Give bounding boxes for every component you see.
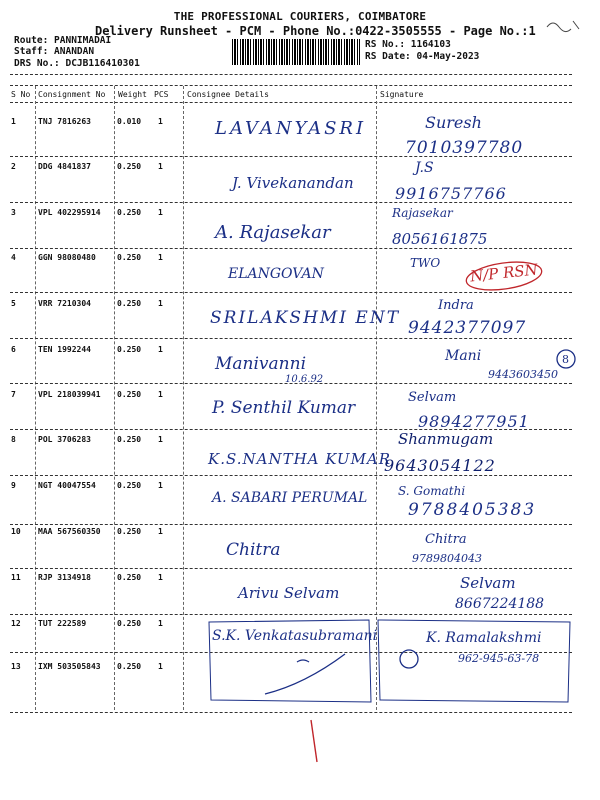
signature-phone: 8056161875 [392, 230, 488, 248]
consignee-handwriting: SRILAKSHMI ENT [210, 308, 401, 328]
consignee-handwriting: J. Vivekanandan [232, 174, 354, 192]
row-sno: 9 [11, 481, 16, 490]
signature-phone: 9788405383 [408, 500, 537, 520]
row-divider [10, 156, 572, 157]
signature-phone: 9443603450 [488, 368, 558, 381]
row-consignment: VRR 7210304 [38, 299, 91, 308]
row-divider [10, 568, 572, 569]
column-header-consignee: Consignee Details [187, 90, 269, 99]
row-consignment: RJP 3134918 [38, 573, 91, 582]
circled-number-mark [555, 348, 577, 370]
signature-phone: 962-945-63-78 [458, 652, 540, 665]
row-consignment: TEN 1992244 [38, 345, 91, 354]
column-separator [183, 86, 184, 710]
consignee-handwriting: LAVANYASRI [215, 118, 367, 139]
row-pcs: 1 [158, 662, 163, 671]
signature-name: Indra [438, 298, 474, 313]
column-header-consignment: Consignment No [38, 90, 106, 99]
signature-phone: 9916757766 [395, 184, 507, 203]
document-title: THE PROFESSIONAL COURIERS, COIMBATORE [173, 10, 427, 23]
red-circle-mark [462, 256, 552, 296]
row-divider [10, 248, 572, 249]
consignee-handwriting: A. SABARI PERUMAL [212, 490, 368, 506]
signature-name: K. Ramalakshmi [426, 630, 542, 646]
row-pcs: 1 [158, 208, 163, 217]
signature-box [374, 616, 574, 706]
row-divider [10, 383, 572, 384]
row-consignment: VPL 218039941 [38, 390, 101, 399]
route-label: Route: PANNIMADAI [14, 35, 112, 46]
consignee-handwriting: P. Senthil Kumar [212, 398, 356, 418]
signature-phone: 7010397780 [405, 138, 524, 158]
column-header-sno: S No [11, 90, 31, 99]
consignee-handwriting: Arivu Selvam [238, 584, 340, 602]
row-sno: 6 [11, 345, 16, 354]
row-consignment: DDG 4841837 [38, 162, 91, 171]
row-pcs: 1 [158, 253, 163, 262]
row-weight: 0.010 [117, 117, 142, 126]
signature-name: J.S [415, 160, 434, 176]
row-weight: 0.250 [117, 481, 142, 490]
signature-phone: 9894277951 [418, 412, 530, 431]
row-weight: 0.250 [117, 253, 142, 262]
row-sno: 10 [11, 527, 21, 536]
stray-mark [545, 15, 585, 40]
signature-name: Selvam [460, 574, 516, 592]
row-divider [10, 614, 572, 615]
divider [10, 102, 572, 103]
consignee-handwriting: ELANGOVAN [228, 266, 324, 282]
row-consignment: TUT 222589 [38, 619, 87, 628]
consignee-handwriting: Manivanni [215, 354, 307, 374]
signature-phone: 9643054122 [384, 456, 496, 475]
row-pcs: 1 [158, 481, 163, 490]
row-divider [10, 524, 572, 525]
divider [10, 85, 572, 86]
row-pcs: 1 [158, 435, 163, 444]
svg-text:8: 8 [562, 353, 569, 366]
row-divider [10, 338, 572, 339]
row-weight: 0.250 [117, 527, 142, 536]
row-sno: 5 [11, 299, 16, 308]
row-sno: 8 [11, 435, 16, 444]
row-divider [10, 475, 572, 476]
rs-date: RS Date: 04-May-2023 [365, 51, 480, 62]
row-consignment: TNJ 7816263 [38, 117, 91, 126]
row-consignment: VPL 402295914 [38, 208, 101, 217]
row-pcs: 1 [158, 573, 163, 582]
signature-name: Chitra [425, 532, 467, 547]
row-weight: 0.250 [117, 435, 142, 444]
column-separator [114, 86, 115, 710]
drs-number: DRS No.: DCJB116410301 [14, 58, 140, 69]
staff-label: Staff: ANANDAN [14, 46, 95, 57]
row-weight: 0.250 [117, 345, 142, 354]
row-divider [10, 712, 572, 713]
row-sno: 2 [11, 162, 16, 171]
row-sno: 3 [11, 208, 16, 217]
red-pen-mark [305, 718, 325, 768]
row-sno: 12 [11, 619, 21, 628]
signature-phone: 8667224188 [455, 596, 545, 612]
row-pcs: 1 [158, 527, 163, 536]
row-pcs: 1 [158, 345, 163, 354]
row-pcs: 1 [158, 390, 163, 399]
row-pcs: 1 [158, 619, 163, 628]
row-sno: 1 [11, 117, 16, 126]
row-weight: 0.250 [117, 299, 142, 308]
row-sno: 4 [11, 253, 16, 262]
row-divider [10, 292, 572, 293]
row-weight: 0.250 [117, 619, 142, 628]
consignee-note: 10.6.92 [285, 374, 324, 385]
row-sno: 7 [11, 390, 16, 399]
row-consignment: IXM 503505843 [38, 662, 101, 671]
consignee-handwriting: A. Rajasekar [215, 222, 331, 243]
signature-name: Suresh [425, 113, 482, 132]
signature-name: Shanmugam [398, 430, 494, 448]
consignee-handwriting: K.S.NANTHA KUMAR [208, 450, 392, 468]
rs-number: RS No.: 1164103 [365, 39, 451, 50]
signature-name: Mani [445, 348, 482, 364]
divider [10, 74, 572, 75]
consignee-handwriting: Chitra [226, 540, 281, 560]
row-pcs: 1 [158, 299, 163, 308]
signature-name: TWO [410, 256, 441, 270]
column-header-weight: Weight [118, 90, 147, 99]
row-pcs: 1 [158, 117, 163, 126]
row-consignment: GGN 98080480 [38, 253, 96, 262]
signature-name: S. Gomathi [398, 484, 466, 498]
row-consignment: POL 3706283 [38, 435, 91, 444]
document-subtitle: Delivery Runsheet - PCM - Phone No.:0422-3505555 - Page No.:1 [95, 24, 536, 38]
row-weight: 0.250 [117, 662, 142, 671]
consignee-box [205, 616, 378, 706]
column-header-signature: Signature [380, 90, 424, 99]
row-pcs: 1 [158, 162, 163, 171]
signature-phone: 9442377097 [408, 318, 527, 338]
row-consignment: NGT 40047554 [38, 481, 96, 490]
consignee-handwriting: S.K. Venkatasubramani [212, 628, 378, 644]
signature-name: Rajasekar [392, 206, 453, 220]
row-divider [10, 202, 572, 203]
signature-name: Selvam [408, 390, 457, 405]
row-sno: 13 [11, 662, 21, 671]
signature-stamp-note: N/P RSN [469, 260, 539, 286]
row-consignment: MAA 567560350 [38, 527, 101, 536]
signature-phone: 9789804043 [412, 552, 482, 565]
row-weight: 0.250 [117, 208, 142, 217]
column-separator [35, 86, 36, 710]
row-sno: 11 [11, 573, 21, 582]
column-header-pcs: PCS [154, 90, 169, 99]
row-weight: 0.250 [117, 390, 142, 399]
barcode [232, 39, 360, 65]
row-weight: 0.250 [117, 573, 142, 582]
row-weight: 0.250 [117, 162, 142, 171]
